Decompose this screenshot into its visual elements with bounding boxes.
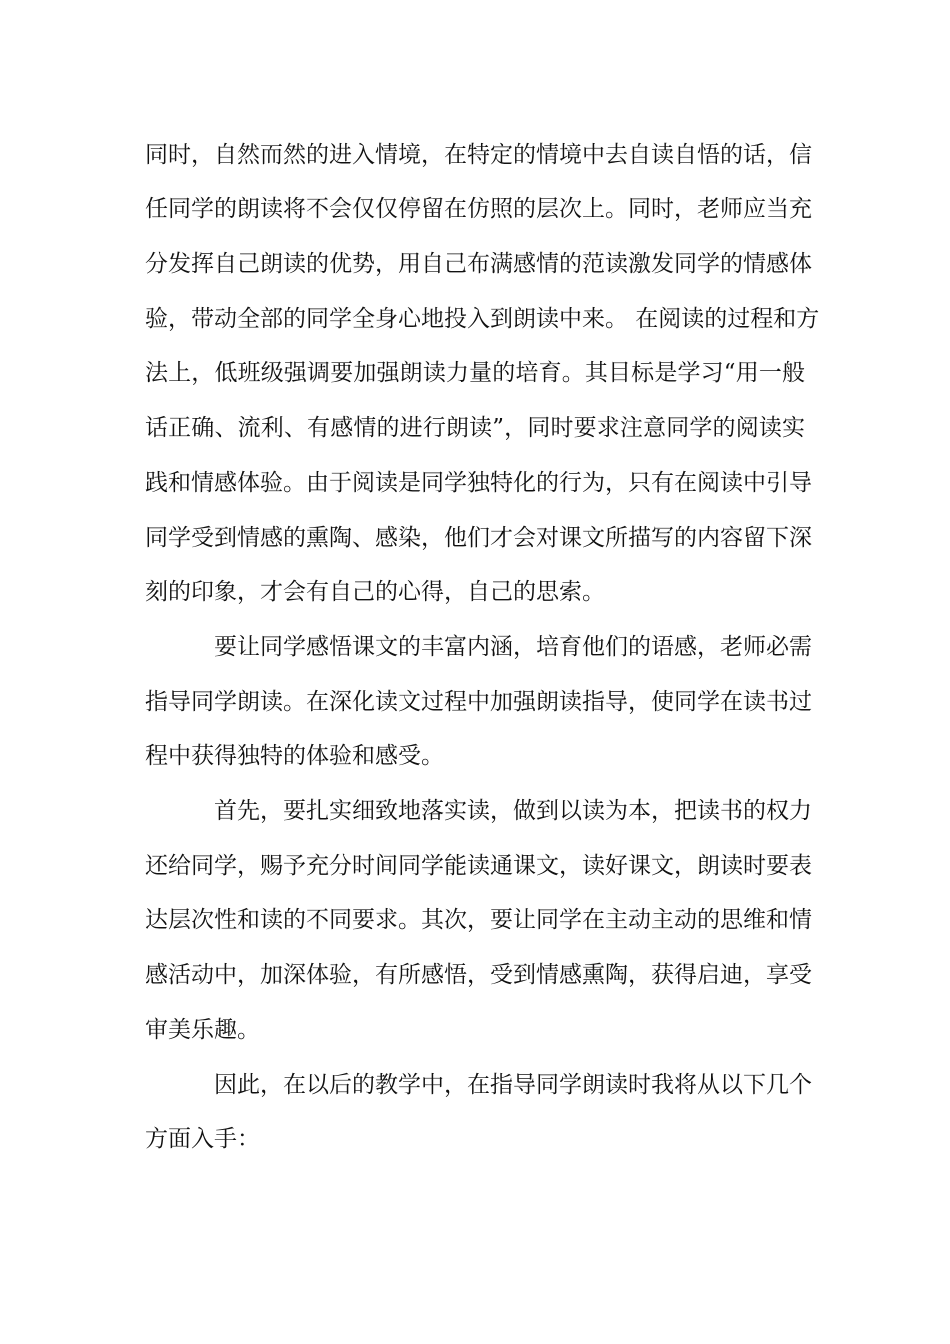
body-line: 审美乐趣。 xyxy=(145,1017,260,1043)
body-line: 同时，自然而然的进入情境，在特定的情境中去自读自悟的话，信 xyxy=(145,142,812,168)
paragraph-first-line: 首先，要扎实细致地落实读，做到以读为本，把读书的权力 xyxy=(214,798,812,824)
paragraph-first-line: 因此，在以后的教学中，在指导同学朗读时我将从以下几个 xyxy=(214,1072,812,1098)
body-line: 程中获得独特的体验和感受。 xyxy=(145,743,444,769)
body-line: 分发挥自己朗读的优势，用自己布满感情的范读激发同学的情感体 xyxy=(145,251,812,277)
body-line: 话正确、流利、有感情的进行朗读”，同时要求注意同学的阅读实 xyxy=(145,415,805,441)
body-line: 指导同学朗读。在深化读文过程中加强朗读指导，使同学在读书过 xyxy=(145,689,812,715)
body-line: 验，带动全部的同学全身心地投入到朗读中来。 在阅读的过程和方 xyxy=(145,306,820,332)
body-line: 法上，低班级强调要加强朗读力量的培育。其目标是学习“用一般 xyxy=(145,360,805,386)
body-line: 方面入手： xyxy=(145,1126,260,1152)
body-line: 践和情感体验。由于阅读是同学独特化的行为，只有在阅读中引导 xyxy=(145,470,812,496)
body-line: 达层次性和读的不同要求。其次，要让同学在主动主动的思维和情 xyxy=(145,907,812,933)
body-line: 还给同学，赐予充分时间同学能读通课文，读好课文，朗读时要表 xyxy=(145,853,812,879)
body-line: 刻的印象，才会有自己的心得，自己的思索。 xyxy=(145,579,605,605)
body-line: 任同学的朗读将不会仅仅停留在仿照的层次上。同时，老师应当充 xyxy=(145,196,812,222)
body-line: 同学受到情感的熏陶、感染，他们才会对课文所描写的内容留下深 xyxy=(145,525,812,551)
body-line: 感活动中，加深体验，有所感悟，受到情感熏陶，获得启迪，享受 xyxy=(145,962,812,988)
paragraph-first-line: 要让同学感悟课文的丰富内涵，培育他们的语感，老师必需 xyxy=(214,634,812,660)
